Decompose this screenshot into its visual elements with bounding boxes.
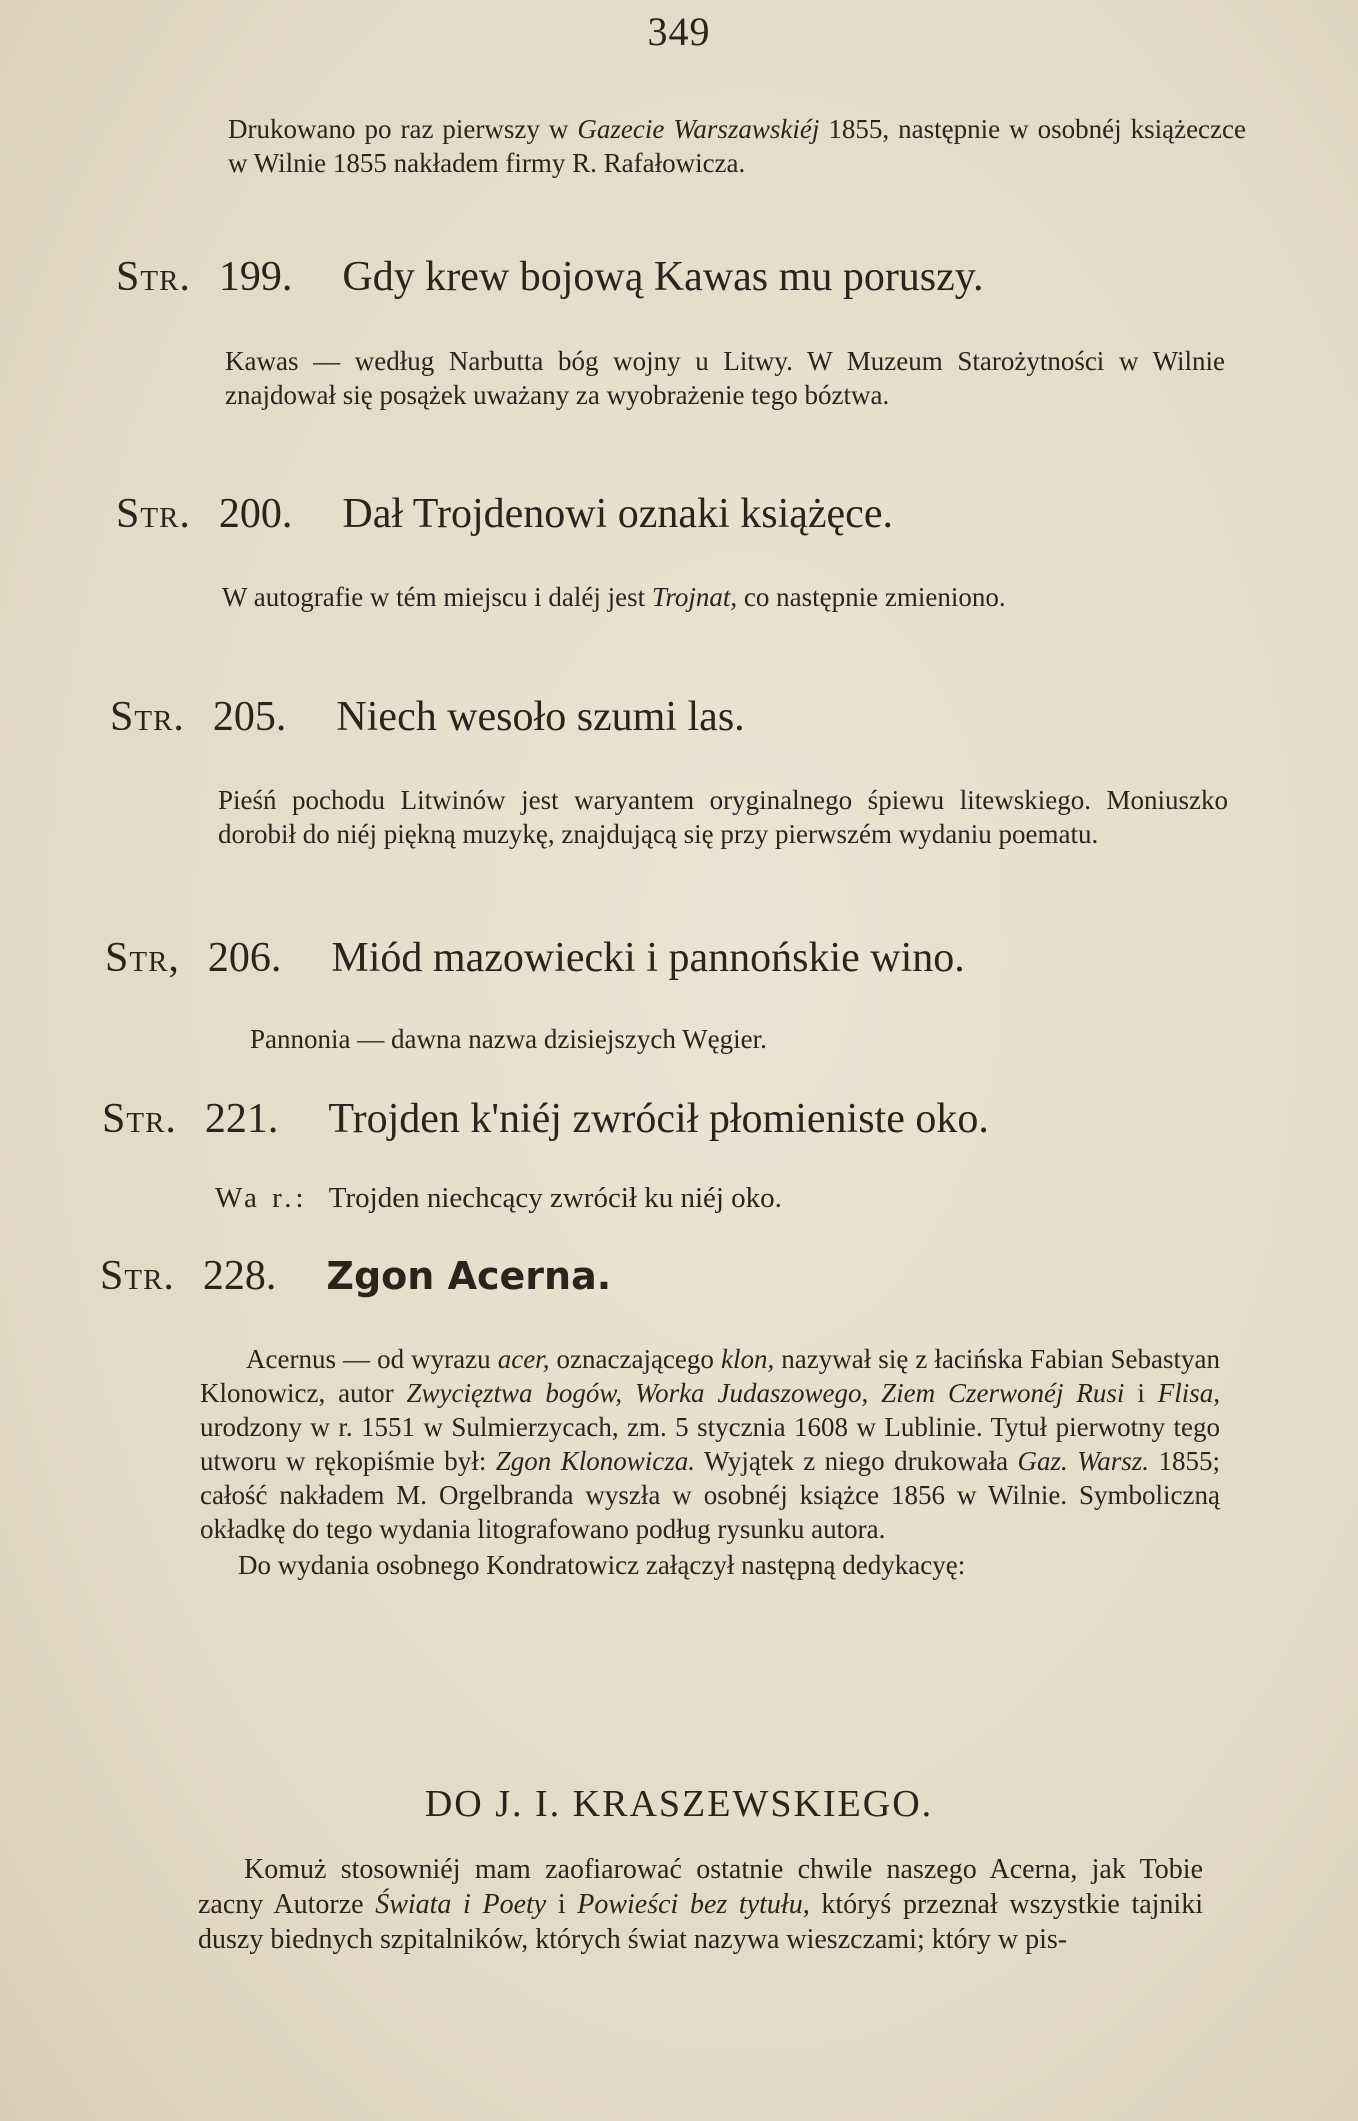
- entry-205-note: Pieśń pochodu Litwinów jest waryantem oryginalnego śpiewu litewskiego. Moniuszko dorobił do niéj piękną muzykę, znajdującą się przy pierwszém wydaniu poematu.: [218, 785, 1228, 849]
- page-number: 349: [647, 9, 711, 54]
- dedication-text: Komuż stosowniéj mam zaofiarować ostatnie chwile naszego Acerna, jak Tobie zacny Autorze Świata i Poety i Powieści bez tytułu, któryś przeznał wszystkie tajniki duszy biednych szpitalników, których świat nazywa wieszczami; który w pis-: [198, 1854, 1203, 1955]
- entry-221-variant: [215, 1182, 782, 1215]
- variant-text: Trojden niechcący zwrócił ku niéj oko.: [328, 1182, 782, 1214]
- entry-label: Str.: [100, 1253, 175, 1299]
- source-title: Gazecie Warszawskiéj: [577, 114, 820, 144]
- entry-page: 199.: [218, 254, 293, 300]
- entry-page: 228.: [202, 1253, 277, 1299]
- dedication-heading: DO J. I. KRASZEWSKIEGO.: [424, 1783, 934, 1825]
- entry-page: 221.: [204, 1096, 279, 1142]
- entry-quote: Trojden k'niéj zwrócił płomieniste oko.: [328, 1096, 989, 1142]
- entry-title: Zgon Acerna.: [326, 1254, 612, 1298]
- entry-228-header: [100, 1252, 611, 1300]
- entry-quote: Gdy krew bojową Kawas mu poruszy.: [342, 254, 984, 300]
- entry-quote: Dał Trojdenowi oznaki książęce.: [342, 491, 893, 537]
- entry-221-header: [102, 1095, 989, 1143]
- entry-quote: Niech wesoło szumi las.: [336, 694, 745, 740]
- entry-label: Str.: [110, 694, 185, 740]
- entry-206-header: [105, 934, 965, 982]
- entry-page: 205.: [212, 694, 287, 740]
- entry-199-header: [116, 253, 984, 301]
- entry-205-header: [110, 693, 745, 741]
- entry-quote: Miód mazowiecki i pannońskie wino.: [331, 935, 965, 981]
- entry-199-note: Kawas — według Narbutta bóg wojny u Litwy. W Muzeum Starożytności w Wilnie znajdował się posążek uważany za wyobrażenie tego bóztwa.: [225, 346, 1225, 410]
- entry-200-note: W autografie w tém miejscu i daléj jest Trojnat, co następnie zmieniono.: [222, 582, 1006, 612]
- entry-page: 206.: [207, 935, 282, 981]
- entry-label: Str,: [105, 935, 180, 981]
- intro-note: Drukowano po raz pierwszy w Gazecie Warszawskiéj 1855, następnie w osobnéj książeczce w Wilnie 1855 nakładem firmy R. Rafałowicza.: [228, 114, 1246, 178]
- entry-label: Str.: [116, 491, 191, 537]
- dedication-intro: Do wydania osobnego Kondratowicz załączył następną dedykacyę:: [238, 1550, 966, 1580]
- entry-206-note: Pannonia — dawna nazwa dzisiejszych Węgier.: [250, 1024, 767, 1054]
- variant-label: Wa r.:: [215, 1182, 308, 1214]
- acernus-note: Acernus — od wyrazu acer, oznaczającego klon, nazywał się z łacińska Fabian Sebastyan Klonowicz, autor Zwycięztwa bogów, Worka Judaszowego, Ziem Czerwonéj Rusi i Flisa, urodzony w r. 1551 w Sulmierzycach, zm. 5 stycznia 1608 w Lublinie. Tytuł pierwotny tego utworu w rękopiśmie był: Zgon Klonowicza. Wyjątek z niego drukowała Gaz. Warsz. 1855; całość nakładem M. Orgelbranda wyszła w osobnéj książce 1856 w Wilnie. Symboliczną okładkę do tego wydania litografowano podług rysunku autora. Do wydania osobnego Kondratowicz załączył następną dedykacyę:: [200, 1344, 1220, 1580]
- entry-200-header: [116, 490, 893, 538]
- entry-page: 200.: [218, 491, 293, 537]
- entry-label: Str.: [102, 1096, 177, 1142]
- entry-label: Str.: [116, 254, 191, 300]
